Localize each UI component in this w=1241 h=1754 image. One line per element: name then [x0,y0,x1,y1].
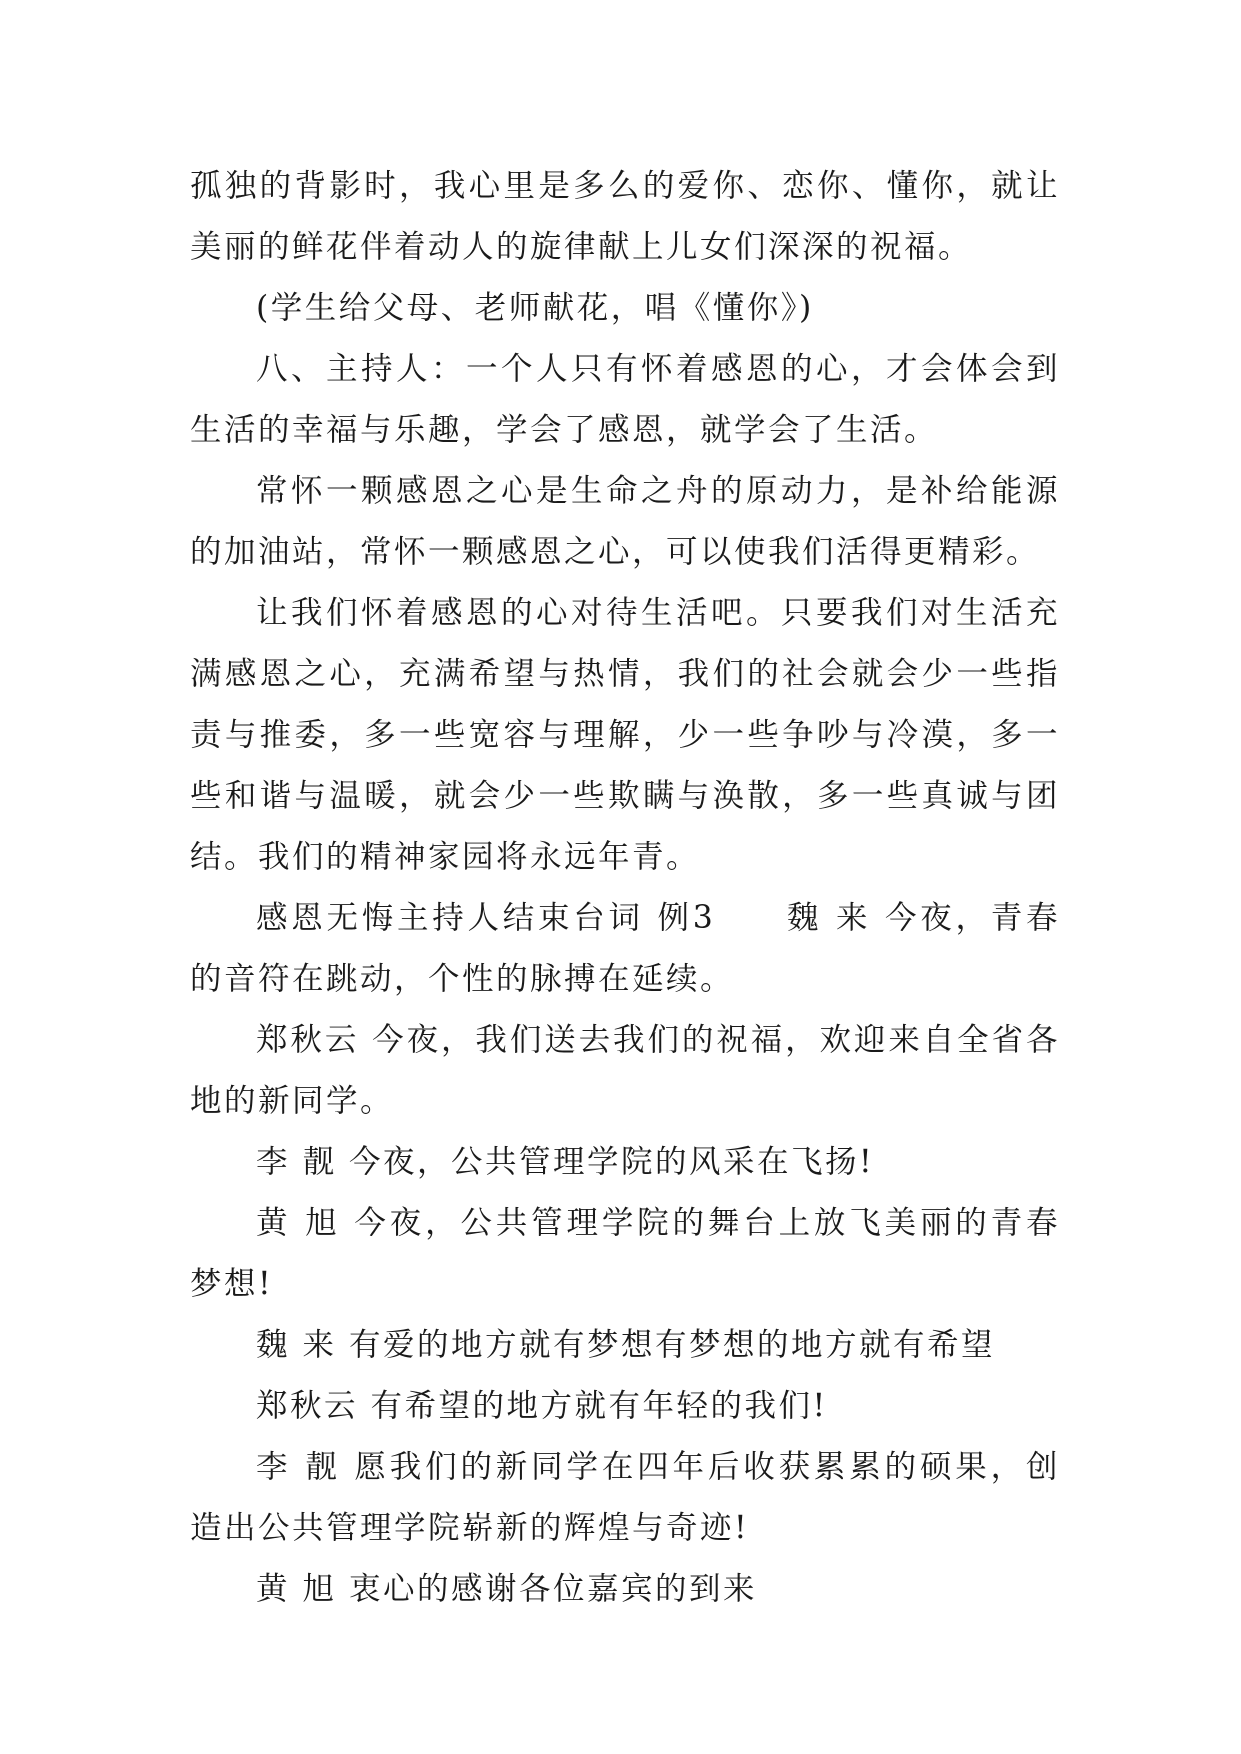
document-body [190,156,1060,1620]
paragraph-2: (学生给父母、老师献花，唱《懂你》) [256,290,814,326]
paragraph-6: 感恩无悔主持人结束台词 例3 魏 来 今夜，青春的音符在跳动，个性的脉搏在延续。 [190,900,1060,997]
paragraph-3: 八、主持人：一个人只有怀着感恩的心，才会体会到生活的幸福与乐趣，学会了感恩，就学会了生活。 [190,351,1060,448]
paragraph-13: 黄 旭 衷心的感谢各位嘉宾的到来 [256,1571,758,1607]
paragraph-7: 郑秋云 今夜，我们送去我们的祝福，欢迎来自全省各地的新同学。 [190,1022,1060,1119]
paragraph-10: 魏 来 有爱的地方就有梦想有梦想的地方就有希望 [256,1327,996,1363]
paragraph-1: 孤独的背影时，我心里是多么的爱你、恋你、懂你，就让美丽的鲜花伴着动人的旋律献上儿女们深深的祝福。 [190,168,1060,265]
paragraph-5: 让我们怀着感恩的心对待生活吧。只要我们对生活充满感恩之心，充满希望与热情，我们的社会就会少一些指责与推委，多一些宽容与理解，少一些争吵与冷漠，多一些和谐与温暖，就会少一些欺瞒与涣散，多一些真诚与团结。我们的精神家园将永远年青。 [190,595,1060,875]
paragraph-4: 常怀一颗感恩之心是生命之舟的原动力，是补给能源的加油站，常怀一颗感恩之心，可以使我们活得更精彩。 [190,473,1060,570]
paragraph-9: 黄 旭 今夜，公共管理学院的舞台上放飞美丽的青春梦想! [190,1205,1060,1302]
paragraph-11: 郑秋云 有希望的地方就有年轻的我们! [256,1388,828,1424]
paragraph-12: 李 靓 愿我们的新同学在四年后收获累累的硕果，创造出公共管理学院崭新的辉煌与奇迹! [190,1449,1060,1546]
paragraph-8: 李 靓 今夜，公共管理学院的风采在飞扬! [256,1144,875,1180]
